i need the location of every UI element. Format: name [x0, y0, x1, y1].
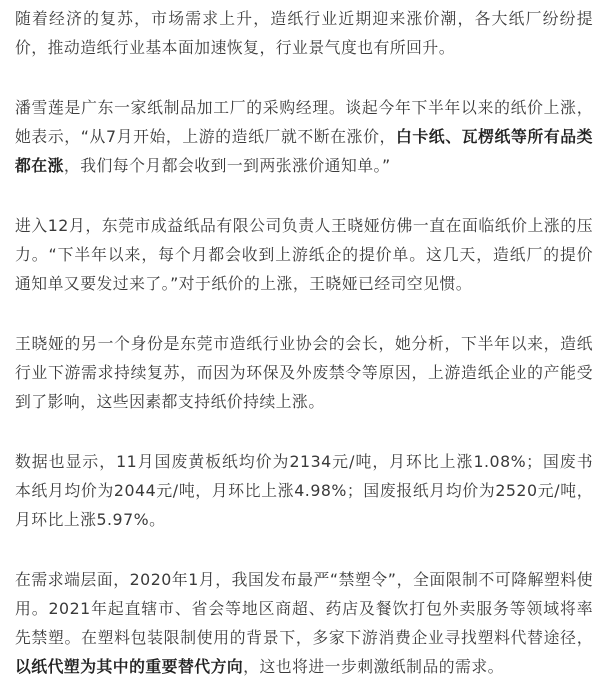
paragraph-bold-text: 白卡纸、瓦楞纸等所有品类都在涨	[15, 127, 593, 175]
article-body	[15, 4, 593, 681]
paragraph-company-head	[15, 211, 593, 298]
paragraph-text: 潘雪莲是广东一家纸制品加工厂的采购经理。谈起今年下半年以来的纸价上涨，她表示，“从7月开始，上游的造纸厂就不断在涨价，	[15, 98, 593, 146]
paragraph-price-data	[15, 447, 593, 534]
paragraph-text: ，我们每个月都会收到一到两张涨价通知单。”	[63, 156, 391, 175]
paragraph-bold-text: 以纸代塑为其中的重要替代方向	[15, 657, 244, 676]
paragraph-text: ，这也将进一步刺激纸制品的需求。	[243, 657, 504, 676]
paragraph-market-recovery	[15, 4, 593, 62]
paragraph-text: 数据也显示，11月国废黄板纸均价为2134元/吨，月环比上涨1.08%；国废书本纸月均价为2044元/吨，月环比上涨4.98%；国废报纸月均价为2520元/吨，月环比上涨5.97%。	[15, 452, 593, 529]
paragraph-text: 在需求端层面，2020年1月，我国发布最严“禁塑令”，全面限制不可降解塑料使用。2021年起直辖市、省会等地区商超、药店及餐饮打包外卖服务等领域将率先禁塑。在塑料包装限制使用的背景下，多家下游消费企业寻找塑料代替途径，	[15, 570, 593, 647]
paragraph-text: 进入12月，东莞市成益纸品有限公司负责人王晓娅仿佛一直在面临纸价上涨的压力。“下半年以来，每个月都会收到上游纸企的提价单。这几天，造纸厂的提价通知单又要发过来了。”对于纸价的上涨，王晓娅已经司空见惯。	[15, 216, 593, 293]
paragraph-text: 随着经济的复苏，市场需求上升，造纸行业近期迎来涨价潮，各大纸厂纷纷提价，推动造纸行业基本面加速恢复，行业景气度也有所回升。	[15, 9, 593, 57]
paragraph-plastic-ban	[15, 565, 593, 681]
paragraph-text: 王晓娅的另一个身份是东莞市造纸行业协会的会长，她分析，下半年以来，造纸行业下游需求持续复苏，而因为环保及外废禁令等原因，上游造纸企业的产能受到了影响，这些因素都支持纸价持续上涨。	[15, 334, 593, 411]
paragraph-association-analysis	[15, 329, 593, 416]
paragraph-purchasing-manager	[15, 93, 593, 180]
